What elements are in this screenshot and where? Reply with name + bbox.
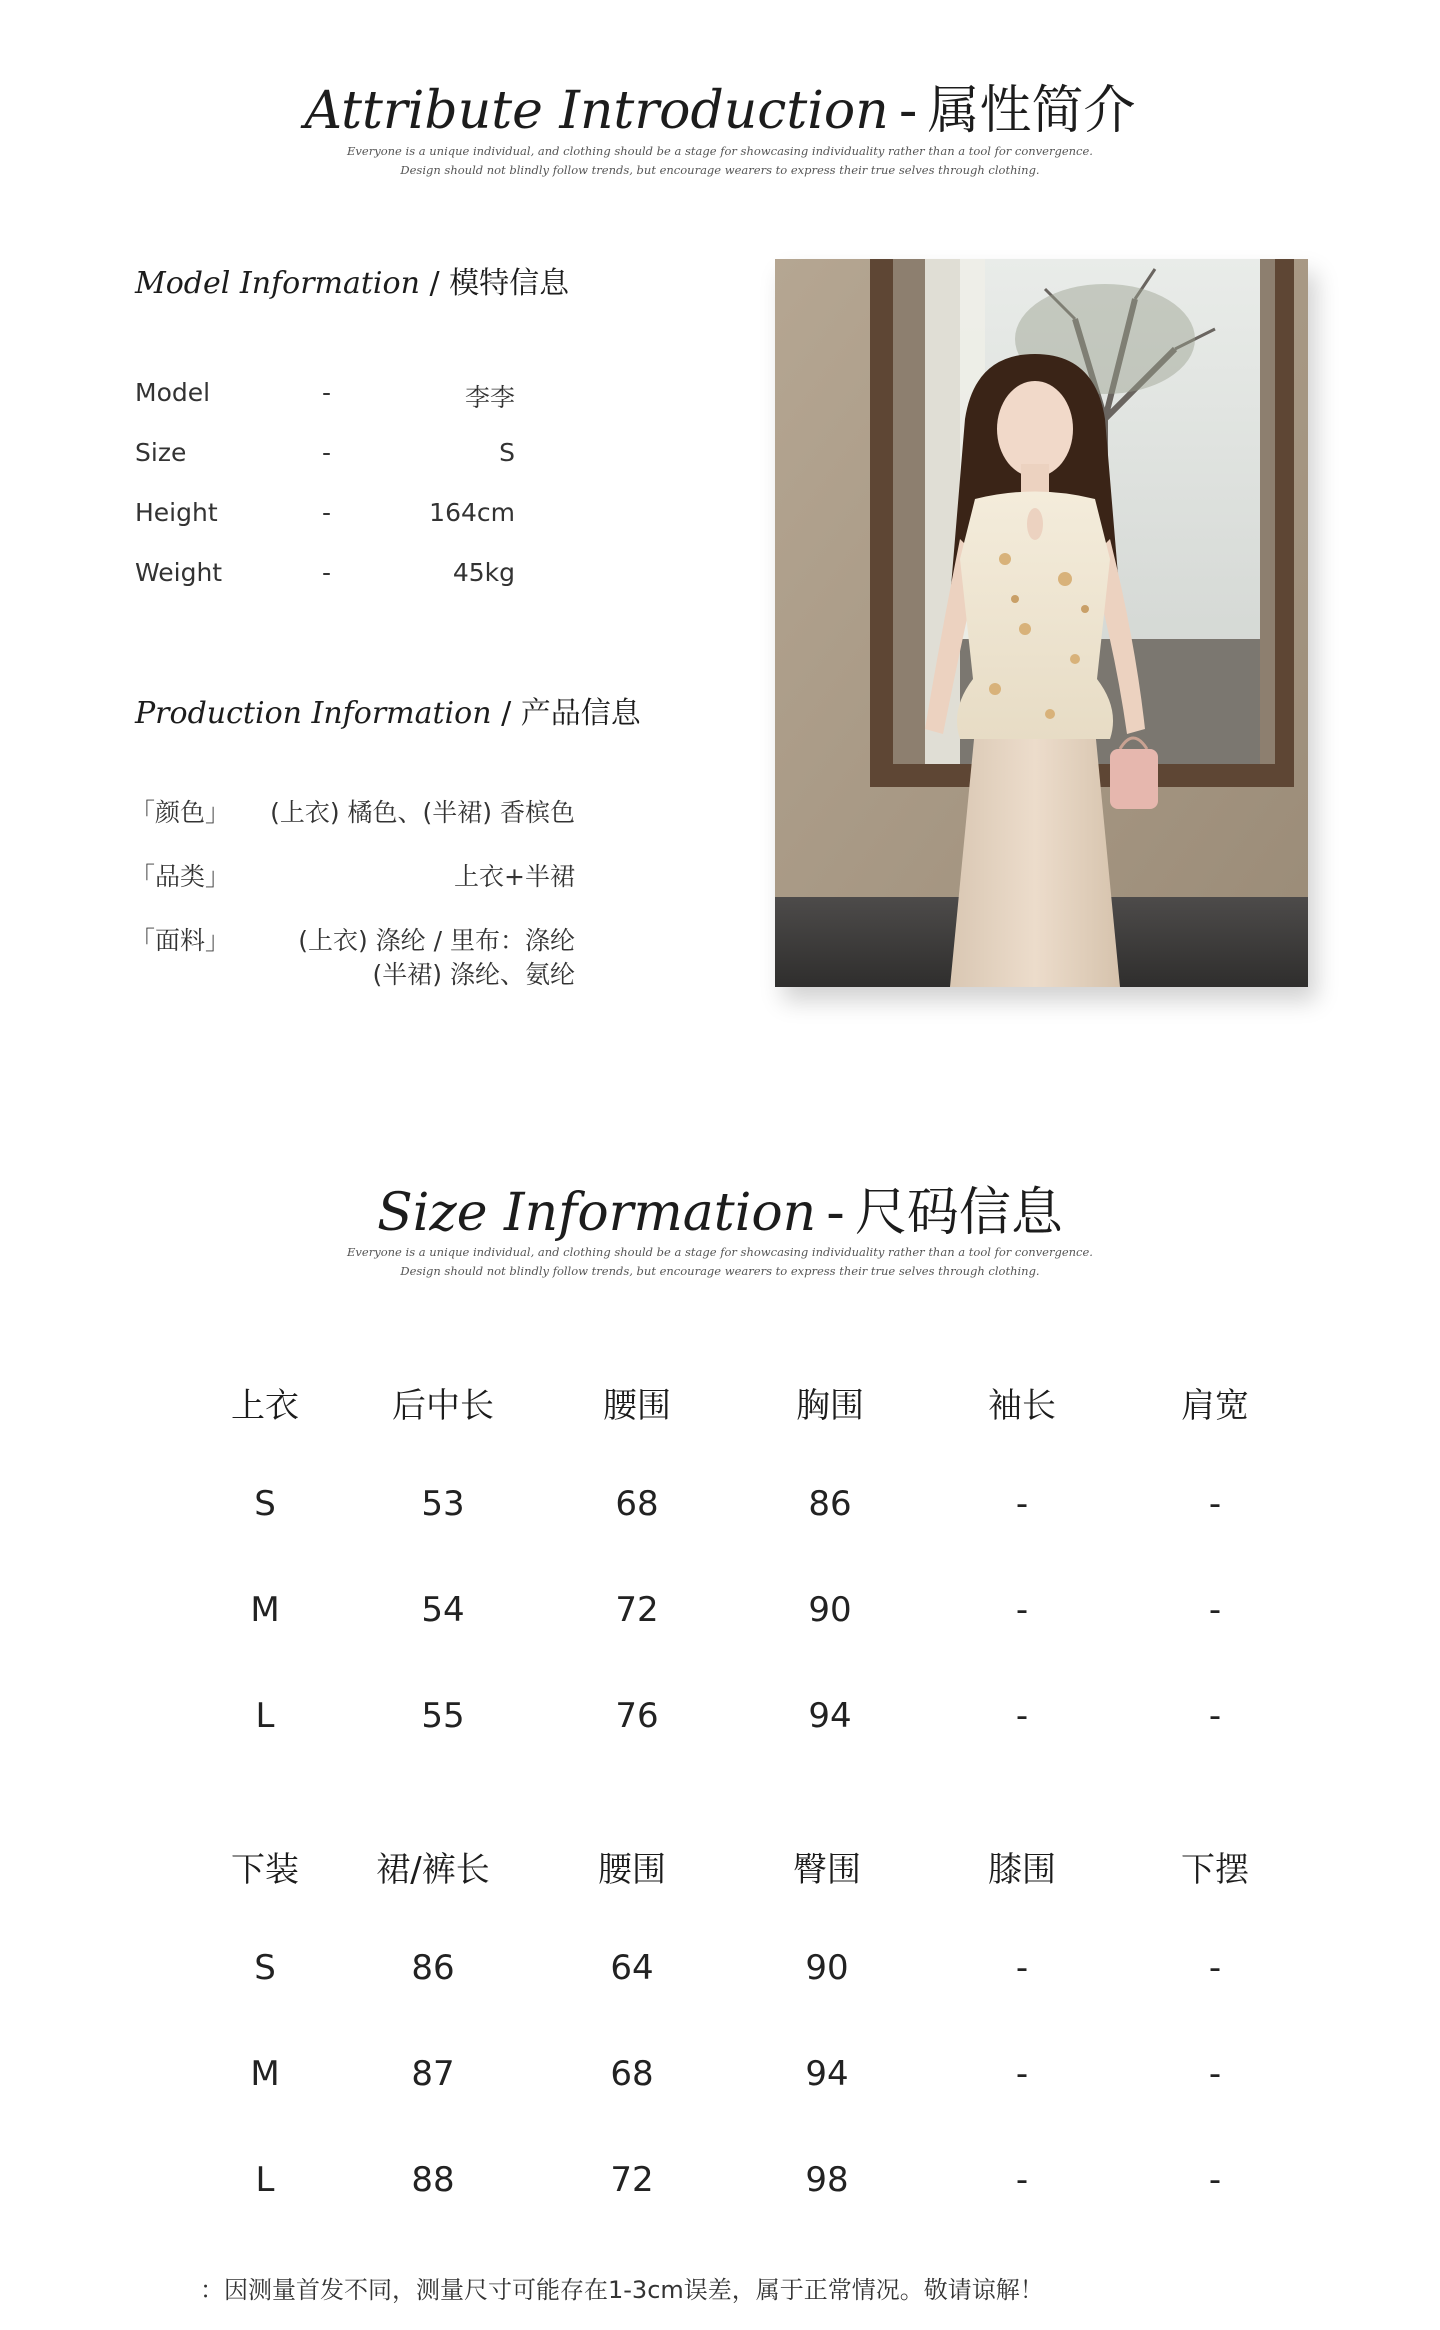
fabric-row-value-line-2: (半裙) 涤纶、氨纶 bbox=[372, 960, 575, 989]
top-header-waist: 腰围 bbox=[603, 1386, 671, 1426]
fabric-row-value-line-1: (上衣) 涤纶 / 里布：涤纶 bbox=[298, 926, 575, 955]
top-m-shoulder: - bbox=[1208, 1590, 1222, 1630]
size-tagline-line-2: Design should not blindly follow trends, but encourage wearers to express their true selves through clothing. bbox=[400, 1264, 1040, 1278]
model-photo-illustration bbox=[775, 259, 1308, 987]
size-title bbox=[0, 1170, 1440, 1245]
bottom-l-size: L bbox=[255, 2160, 275, 2200]
height-row-value: 164cm bbox=[429, 498, 515, 527]
bottom-m-size: M bbox=[250, 2054, 280, 2094]
top-l-waist: 76 bbox=[615, 1696, 659, 1736]
bottom-m-knee: - bbox=[1015, 2054, 1029, 2094]
model-photo bbox=[775, 259, 1308, 987]
top-header-shoulder: 肩宽 bbox=[1181, 1386, 1249, 1426]
top-header-length: 后中长 bbox=[392, 1386, 494, 1426]
top-s-length: 53 bbox=[421, 1484, 465, 1524]
attribute-title-sep: - bbox=[898, 81, 918, 141]
attribute-title-en: Attribute Introduction bbox=[304, 81, 889, 141]
size-row-value: S bbox=[499, 438, 515, 467]
attribute-title bbox=[0, 68, 1440, 143]
bottom-header-length: 裙/裤长 bbox=[376, 1850, 490, 1890]
top-m-length: 54 bbox=[421, 1590, 465, 1630]
top-l-shoulder: - bbox=[1208, 1696, 1222, 1736]
top-m-waist: 72 bbox=[615, 1590, 659, 1630]
production-info-heading-cn: / 产品信息 bbox=[491, 696, 641, 731]
bottom-m-hem: - bbox=[1208, 2054, 1222, 2094]
category-row-label: 「品类」 bbox=[130, 862, 231, 891]
bottom-size-table bbox=[170, 1842, 1290, 2222]
attribute-tagline-line-2: Design should not blindly follow trends, but encourage wearers to express their true selves through clothing. bbox=[400, 163, 1040, 177]
top-header-chest: 胸围 bbox=[796, 1386, 864, 1426]
height-row-dash: - bbox=[322, 498, 332, 527]
model-row-value: 李李 bbox=[464, 383, 515, 412]
model-row-dash: - bbox=[322, 378, 332, 407]
top-header-sleeve: 袖长 bbox=[988, 1386, 1056, 1426]
model-row-label: Model bbox=[135, 378, 211, 407]
size-title-sep: - bbox=[826, 1183, 845, 1243]
bottom-l-waist: 72 bbox=[610, 2160, 654, 2200]
bottom-s-hip: 90 bbox=[805, 1948, 849, 1988]
model-row bbox=[135, 378, 515, 418]
bottom-m-length: 87 bbox=[411, 2054, 455, 2094]
bottom-l-knee: - bbox=[1015, 2160, 1029, 2200]
bottom-header-garment: 下装 bbox=[231, 1850, 299, 1890]
size-title-en: Size Information bbox=[377, 1183, 817, 1243]
weight-row bbox=[135, 558, 515, 598]
bottom-l-hem: - bbox=[1208, 2160, 1222, 2200]
bottom-l-hip: 98 bbox=[805, 2160, 849, 2200]
bottom-s-waist: 64 bbox=[610, 1948, 654, 1988]
fabric-row bbox=[130, 924, 575, 994]
fabric-row-label: 「面料」 bbox=[130, 926, 231, 955]
size-tagline bbox=[0, 1243, 1440, 1281]
production-info-heading-en: Production Information bbox=[135, 696, 492, 731]
size-row-dash: - bbox=[322, 438, 332, 467]
size-tagline-line-1: Everyone is a unique individual, and clothing should be a stage for showcasing individuality rather than a tool for convergence. bbox=[347, 1245, 1093, 1259]
bottom-m-waist: 68 bbox=[610, 2054, 654, 2094]
category-row-value: 上衣+半裙 bbox=[454, 862, 575, 891]
bottom-m-hip: 94 bbox=[805, 2054, 849, 2094]
top-header-garment: 上衣 bbox=[231, 1386, 299, 1426]
model-info-heading bbox=[135, 258, 569, 302]
top-l-sleeve: - bbox=[1015, 1696, 1029, 1736]
bottom-header-knee: 膝围 bbox=[988, 1850, 1056, 1890]
top-m-sleeve: - bbox=[1015, 1590, 1029, 1630]
size-row bbox=[135, 438, 515, 478]
color-row-label: 「颜色」 bbox=[130, 798, 231, 827]
top-m-size: M bbox=[250, 1590, 280, 1630]
height-row bbox=[135, 498, 515, 538]
fabric-row-value bbox=[298, 924, 575, 992]
bottom-s-hem: - bbox=[1208, 1948, 1222, 1988]
top-s-sleeve: - bbox=[1015, 1484, 1029, 1524]
color-row-value: (上衣) 橘色、(半裙) 香槟色 bbox=[270, 798, 575, 827]
bottom-s-length: 86 bbox=[411, 1948, 455, 1988]
top-l-length: 55 bbox=[421, 1696, 465, 1736]
color-row bbox=[130, 796, 575, 830]
top-s-size: S bbox=[254, 1484, 276, 1524]
category-row bbox=[130, 860, 575, 894]
top-s-chest: 86 bbox=[808, 1484, 852, 1524]
attribute-tagline-line-1: Everyone is a unique individual, and clothing should be a stage for showcasing individuality rather than a tool for convergence. bbox=[347, 144, 1093, 158]
bottom-header-hem: 下摆 bbox=[1181, 1850, 1249, 1890]
top-m-chest: 90 bbox=[808, 1590, 852, 1630]
attribute-title-cn: 属性简介 bbox=[927, 81, 1136, 141]
measurement-note: ：因测量首发不同，测量尺寸可能存在1-3cm误差，属于正常情况。敬请谅解！ bbox=[200, 2276, 1044, 2304]
weight-row-dash: - bbox=[322, 558, 332, 587]
model-info-heading-en: Model Information bbox=[135, 266, 420, 301]
top-l-chest: 94 bbox=[808, 1696, 852, 1736]
top-size-table bbox=[170, 1378, 1290, 1758]
attribute-tagline bbox=[0, 142, 1440, 180]
bottom-s-knee: - bbox=[1015, 1948, 1029, 1988]
top-l-size: L bbox=[255, 1696, 275, 1736]
production-info-heading bbox=[135, 688, 641, 732]
top-s-waist: 68 bbox=[615, 1484, 659, 1524]
height-row-label: Height bbox=[135, 498, 218, 527]
top-s-shoulder: - bbox=[1208, 1484, 1222, 1524]
size-row-label: Size bbox=[135, 438, 187, 467]
weight-row-value: 45kg bbox=[452, 558, 515, 587]
weight-row-label: Weight bbox=[135, 558, 223, 587]
bottom-s-size: S bbox=[254, 1948, 276, 1988]
size-title-cn: 尺码信息 bbox=[854, 1183, 1063, 1243]
bottom-l-length: 88 bbox=[411, 2160, 455, 2200]
model-info-heading-cn: / 模特信息 bbox=[419, 266, 570, 301]
bottom-header-waist: 腰围 bbox=[598, 1850, 666, 1890]
bottom-header-hip: 臀围 bbox=[793, 1850, 861, 1890]
